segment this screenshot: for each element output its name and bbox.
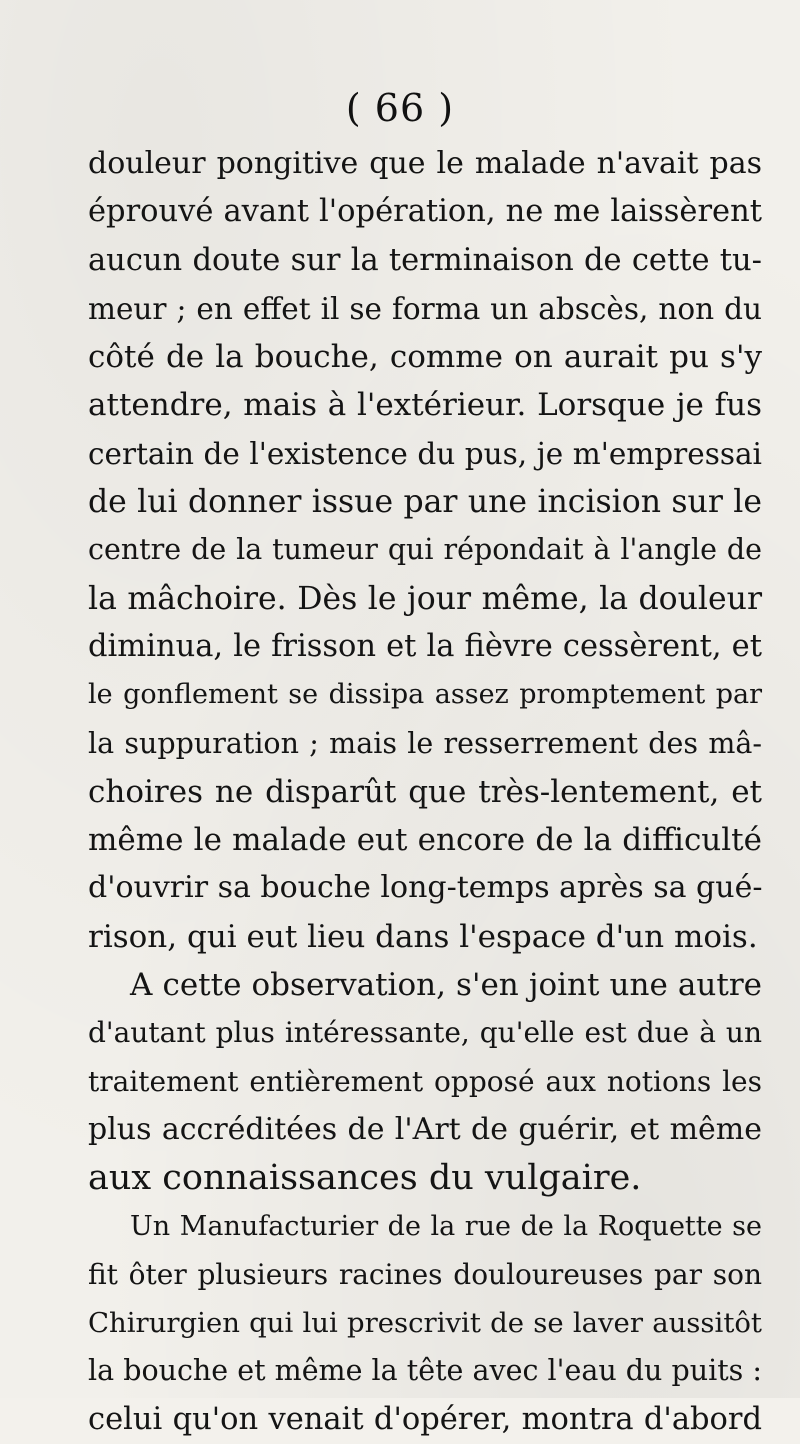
text-line: de lui donner issue par une incision sur le (88, 484, 762, 521)
text-line: rison, qui eut lieu dans l'espace d'un mois. (88, 918, 758, 955)
text-line: aux connaissances du vulgaire. (88, 1158, 642, 1199)
paragraph (88, 1203, 762, 1444)
text-line: le gonflement se dissipa assez promptement par (88, 679, 762, 711)
text-line: côté de la bouche, comme on aurait pu s'y (88, 339, 762, 376)
text-line: meur ; en effet il se forma un abscès, non du (88, 291, 762, 326)
text-line: la bouche et même la tête avec l'eau du puits : (88, 1354, 762, 1388)
text-line: éprouvé avant l'opération, ne me laissèrent (88, 194, 762, 230)
body-text (88, 140, 762, 1444)
text-line: Chirurgien qui lui prescrivit de se laver aussitôt (88, 1307, 762, 1340)
paragraph (88, 961, 762, 1202)
text-line: choires ne disparût que très-lentement, et (88, 773, 762, 810)
text-line: Un Manufacturier de la rue de la Roquette se (130, 1210, 762, 1242)
text-line: même le malade eut encore de la difficulté (88, 822, 762, 859)
text-line: traitement entièrement opposé aux notions les (88, 1064, 762, 1098)
paragraph (88, 140, 762, 961)
text-line: d'ouvrir sa bouche long-temps après sa gué- (88, 870, 763, 906)
text-line: la suppuration ; mais le resserrement des mâ- (88, 726, 762, 760)
text-line: douleur pongitive que le malade n'avait pas (88, 146, 762, 181)
text-line: centre de la tumeur qui répondait à l'angle de (88, 533, 762, 567)
text-line: d'autant plus intéressante, qu'elle est due à un (88, 1016, 762, 1050)
text-line: certain de l'existence du pus, je m'empressai (88, 436, 762, 471)
page-number: ( 66 ) (345, 86, 455, 130)
text-line: fit ôter plusieurs racines douloureuses par son (88, 1257, 762, 1291)
text-line: attendre, mais à l'extérieur. Lorsque je fus (88, 387, 762, 424)
text-line: celui qu'on venait d'opérer, montra d'abord (88, 1401, 762, 1437)
text-line: diminua, le frisson et la fièvre cessèrent, et (88, 628, 762, 664)
text-line: la mâchoire. Dès le jour même, la douleur (88, 580, 762, 617)
text-line: aucun doute sur la terminaison de cette tu- (88, 242, 762, 278)
text-line: A cette observation, s'en joint une autre (130, 967, 762, 1004)
text-line: plus accréditées de l'Art de guérir, et même (88, 1111, 762, 1147)
